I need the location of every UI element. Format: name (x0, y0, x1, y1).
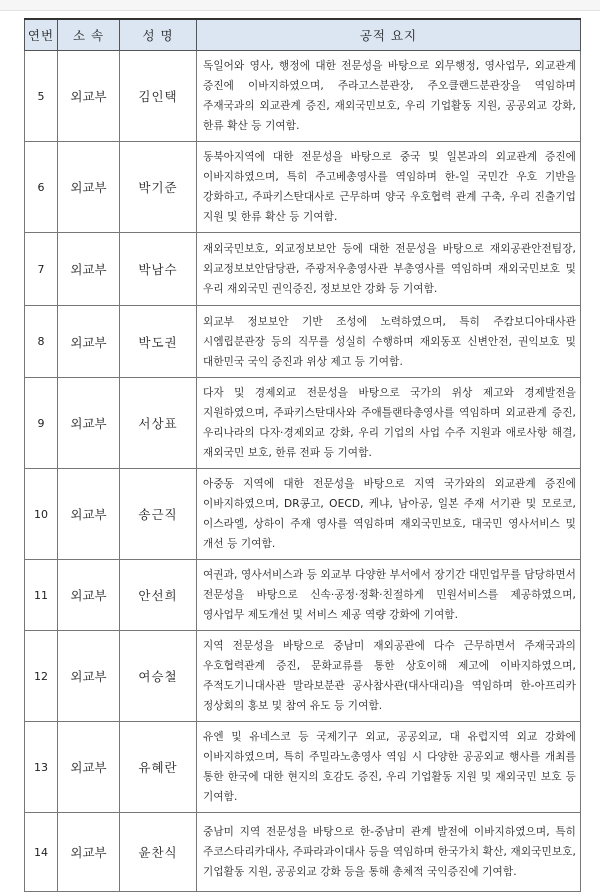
row-name: 안선희 (120, 560, 197, 631)
row-name: 윤찬식 (120, 813, 197, 892)
row-department: 외교부 (58, 813, 120, 892)
row-name: 송근직 (120, 469, 197, 560)
row-department: 외교부 (58, 469, 120, 560)
row-number: 6 (25, 142, 58, 233)
header-no: 연번 (25, 19, 58, 51)
row-number: 10 (25, 469, 58, 560)
row-name: 유혜란 (120, 722, 197, 813)
row-number: 14 (25, 813, 58, 892)
table-row (25, 142, 581, 233)
row-department: 외교부 (58, 306, 120, 378)
row-summary: 독일어와 영사, 행정에 대한 전문성을 바탕으로 외무행정, 영사업무, 외교관계 증진에 이바지하였으며, 주라고스분관장, 주오클랜드분관장을 역임하며 주재국과의 외교관계 증진, 재외국민보호, 우리 기업활동 지원, 공공외교 강화, 한류 확산 등 기여함. (197, 51, 581, 142)
row-number: 7 (25, 233, 58, 306)
table-row (25, 813, 581, 892)
table-row (25, 51, 581, 142)
row-name: 여승철 (120, 631, 197, 722)
row-name: 박도권 (120, 306, 197, 378)
row-department: 외교부 (58, 233, 120, 306)
table-row (25, 722, 581, 813)
row-number: 8 (25, 306, 58, 378)
row-number: 5 (25, 51, 58, 142)
row-summary: 다자 및 경제외교 전문성을 바탕으로 국가의 위상 제고와 경제발전을 지원하였으며, 주파키스탄대사와 주애틀랜타총영사를 역임하며 외교관계 증진, 우리나라의 다자·경제외교 강화, 우리 기업의 사업 수주 지원과 애로사항 해결, 재외국민 보호, 한류 전파 등 기여함. (197, 378, 581, 469)
row-department: 외교부 (58, 378, 120, 469)
table-row (25, 469, 581, 560)
row-number: 12 (25, 631, 58, 722)
row-department: 외교부 (58, 631, 120, 722)
row-number: 11 (25, 560, 58, 631)
table-row (25, 378, 581, 469)
row-summary: 동북아지역에 대한 전문성을 바탕으로 중국 및 일본과의 외교관계 증진에 이바지하였으며, 특히 주고베총영사를 역임하며 한-일 국민간 우호 기반을 강화하고, 주파키스탄대사로 근무하며 양국 우호협력 관계 구축, 우리 진출기업 지원 및 한류 확산 등 기여함. (197, 142, 581, 233)
row-department: 외교부 (58, 142, 120, 233)
row-name: 서상표 (120, 378, 197, 469)
table-row (25, 233, 581, 306)
row-number: 13 (25, 722, 58, 813)
row-summary: 여권과, 영사서비스과 등 외교부 다양한 부서에서 장기간 대민업무를 담당하면서 전문성을 바탕으로 신속·공정·정확·친절하게 민원서비스를 제공하였으며, 영사업무 제도개선 및 서비스 제공 역량 강화에 기여함. (197, 560, 581, 631)
merit-table (24, 18, 581, 892)
row-number: 9 (25, 378, 58, 469)
row-summary: 지역 전문성을 바탕으로 중남미 재외공관에 다수 근무하면서 주재국과의 우호협력관계 증진, 문화교류를 통한 상호이해 제고에 이바지하였으며, 주적도기니대사관 말라보분관 공사참사관(대사대리)을 역임하며 한-아프리카 정상회의 홍보 및 참여 유도 등 기여함. (197, 631, 581, 722)
row-department: 외교부 (58, 51, 120, 142)
page-top-edge (0, 0, 600, 11)
table-header-row (25, 19, 581, 51)
row-summary: 재외국민보호, 외교정보보안 등에 대한 전문성을 바탕으로 재외공관안전팀장, 외교정보보안담당관, 주광저우총영사관 부총영사를 역임하며 재외국민보호 및 우리 재외국민 권익증진, 정보보안 강화 등 기여함. (197, 233, 581, 306)
table-row (25, 560, 581, 631)
row-summary: 중남미 지역 전문성을 바탕으로 한-중남미 관계 발전에 이바지하였으며, 특히 주코스타리카대사, 주파라과이대사 등을 역임하며 한국가치 확산, 재외국민보호, 기업활동 지원, 공공외교 강화 등을 통해 총체적 국익증진에 기여함. (197, 813, 581, 892)
header-name: 성 명 (120, 19, 197, 51)
row-name: 박남수 (120, 233, 197, 306)
row-summary: 유엔 및 유네스코 등 국제기구 외교, 공공외교, 대 유럽지역 외교 강화에 이바지하였으며, 특히 주밀라노총영사 역임 시 다양한 공공외교 행사를 개최를 통한 한국에 대한 현지의 호감도 증진, 우리 기업활동 지원 및 재외국민 보호 등 기여함. (197, 722, 581, 813)
header-dept: 소 속 (58, 19, 120, 51)
row-department: 외교부 (58, 722, 120, 813)
table-row (25, 306, 581, 378)
row-name: 박기준 (120, 142, 197, 233)
row-department: 외교부 (58, 560, 120, 631)
row-summary: 아중동 지역에 대한 전문성을 바탕으로 지역 국가와의 외교관계 증진에 이바지하였으며, DR콩고, OECD, 케냐, 남아공, 일본 주재 서기관 및 모로코, 이스라엘, 상하이 주재 영사를 역임하며 재외국민보호, 대국민 영사서비스 및 개선 등 기여함. (197, 469, 581, 560)
table-row (25, 631, 581, 722)
header-summary: 공적 요지 (197, 19, 581, 51)
row-summary: 외교부 정보보안 기반 조성에 노력하였으며, 특히 주캄보디아대사관 시엠립분관장 등의 직무를 성실히 수행하며 재외동포 신변안전, 권익보호 및 대한민국 국익 증진과 위상 제고 등 기여함. (197, 306, 581, 378)
row-name: 김인택 (120, 51, 197, 142)
